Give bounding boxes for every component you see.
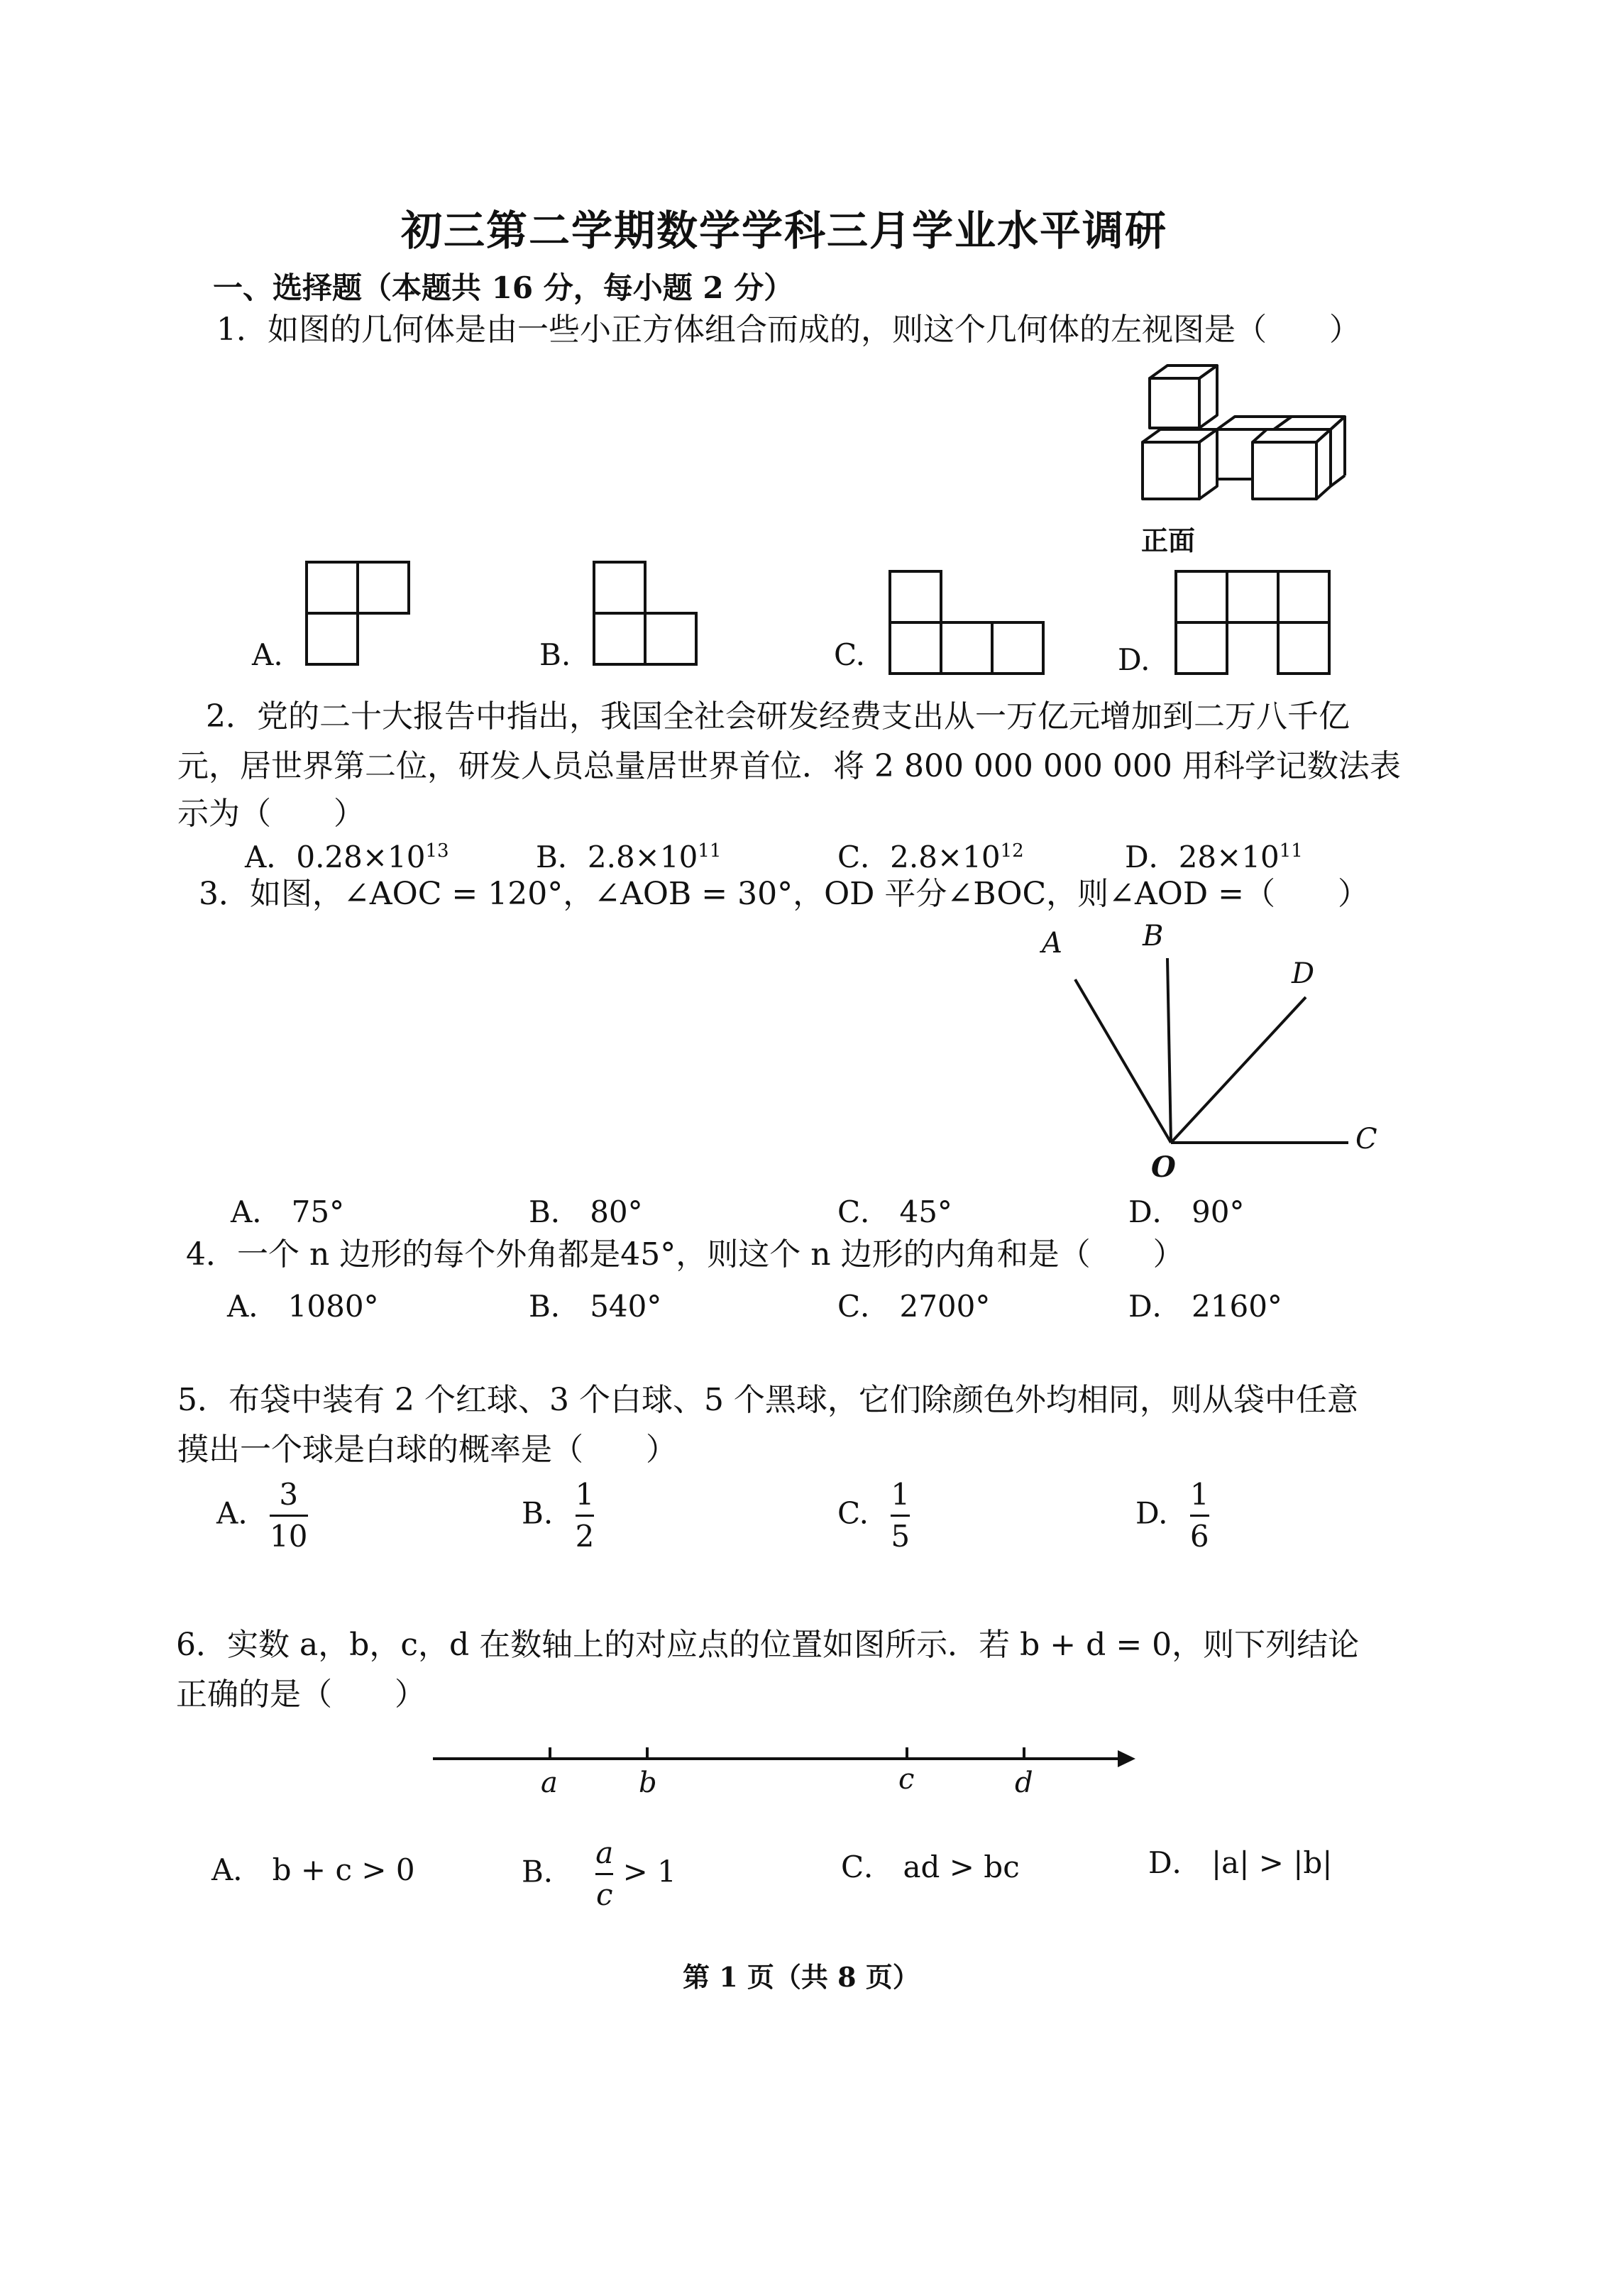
arrow-icon: [1118, 1750, 1135, 1767]
q3-option-b: B． 80°: [529, 1194, 643, 1229]
q5-option-d: D. $\frac{1}{6}$: [1135, 1477, 1209, 1554]
q1-option-a-label: A.: [252, 637, 283, 672]
question-2-line-2: 元，居世界第二位，研发人员总量居世界首位．将 2 800 000 000 000 用科学记数法表: [177, 748, 1401, 784]
q4-option-a: A． 1080°: [227, 1289, 379, 1324]
q3-option-a: A． 75°: [231, 1194, 345, 1229]
fraction: $\frac{3}{10}$: [270, 1477, 308, 1554]
q1-option-a-figure: [305, 561, 433, 674]
q1-option-d-figure: [1174, 570, 1345, 676]
q1-option-d-label: D.: [1118, 642, 1150, 677]
question-6-line-1: 6．实数 a，b，c，d 在数轴上的对应点的位置如图所示．若 b + d = 0，则下列结论: [176, 1627, 1360, 1663]
question-3-stem: 3．如图，∠AOC = 120°，∠AOB = 30°，OD 平分∠BOC，则∠AOD =（ ）: [199, 876, 1370, 912]
question-2-line-3: 示为（ ）: [177, 796, 365, 832]
fraction: $\frac{a}{c}$: [595, 1835, 614, 1912]
question-5-line-2: 摸出一个球是白球的概率是（ ）: [177, 1432, 677, 1468]
q1-option-b-figure: [593, 561, 720, 674]
q4-option-d: D． 2160°: [1128, 1289, 1282, 1324]
q2-option-c: C．$2.8\times 10^{12}$: [837, 840, 1024, 874]
q4-option-b: B． 540°: [529, 1289, 662, 1324]
q6-option-a: A． b + c > 0: [211, 1852, 415, 1887]
front-label: 正面: [1141, 524, 1196, 556]
fraction: $\frac{1}{5}$: [891, 1477, 910, 1554]
point-b: b: [639, 1767, 657, 1799]
q2-option-b: B．$2.8\times 10^{11}$: [536, 840, 722, 874]
fraction: $\frac{1}{6}$: [1189, 1477, 1209, 1554]
q6-option-c: C． ad > bc: [841, 1850, 1020, 1884]
point-o-label: O: [1151, 1150, 1176, 1184]
angle-figure: [1022, 916, 1391, 1185]
q1-option-c-label: C.: [834, 637, 865, 672]
point-d: d: [1015, 1767, 1033, 1799]
q1-option-b-label: B.: [539, 637, 571, 672]
q3-option-c: C． 45°: [837, 1194, 952, 1229]
q4-option-c: C． 2700°: [837, 1289, 991, 1324]
q5-option-c: C. $\frac{1}{5}$: [837, 1477, 910, 1554]
question-2-line-1: 2．党的二十大报告中指出，我国全社会研发经费支出从一万亿元增加到二万八千亿: [206, 698, 1350, 735]
q6-option-d: D． |a| > |b|: [1148, 1845, 1333, 1880]
q1-option-c-figure: [888, 570, 1059, 676]
cube-solid-figure: [1128, 358, 1363, 564]
q3-option-d: D． 90°: [1128, 1194, 1245, 1229]
question-6-line-2: 正确的是（ ）: [176, 1676, 426, 1713]
page-footer: 第 1 页（共 8 页）: [683, 1961, 920, 1993]
point-d-label: D: [1292, 957, 1315, 990]
number-line: [426, 1732, 1150, 1810]
fraction: $\frac{1}{2}$: [575, 1477, 595, 1554]
q2-option-a: A．$0.28\times 10^{13}$: [245, 840, 449, 874]
q5-option-a: A. $\frac{3}{10}$: [216, 1477, 308, 1554]
q5-option-b: B. $\frac{1}{2}$: [522, 1477, 595, 1554]
page-title: 初三第二学期数学学科三月学业水平调研: [401, 207, 1168, 255]
question-1-stem: 1．如图的几何体是由一些小正方体组合而成的，则这个几何体的左视图是（ ）: [216, 312, 1360, 348]
point-a: a: [541, 1767, 558, 1799]
q6-option-b: B． $\frac{a}{c}$ > 1: [522, 1835, 676, 1912]
question-4-stem: 4．一个 n 边形的每个外角都是45°，则这个 n 边形的内角和是（ ）: [186, 1236, 1184, 1273]
q2-option-d: D．$28\times 10^{11}$: [1125, 840, 1303, 874]
point-b-label: B: [1143, 920, 1164, 952]
point-c-label: C: [1355, 1123, 1377, 1155]
question-5-line-1: 5．布袋中装有 2 个红球、3 个白球、5 个黑球，它们除颜色外均相同，则从袋中任意: [177, 1382, 1358, 1418]
point-a-label: A: [1042, 927, 1062, 960]
section-heading: 一、选择题（本题共 16 分，每小题 2 分）: [213, 270, 794, 305]
point-c: c: [898, 1763, 915, 1796]
